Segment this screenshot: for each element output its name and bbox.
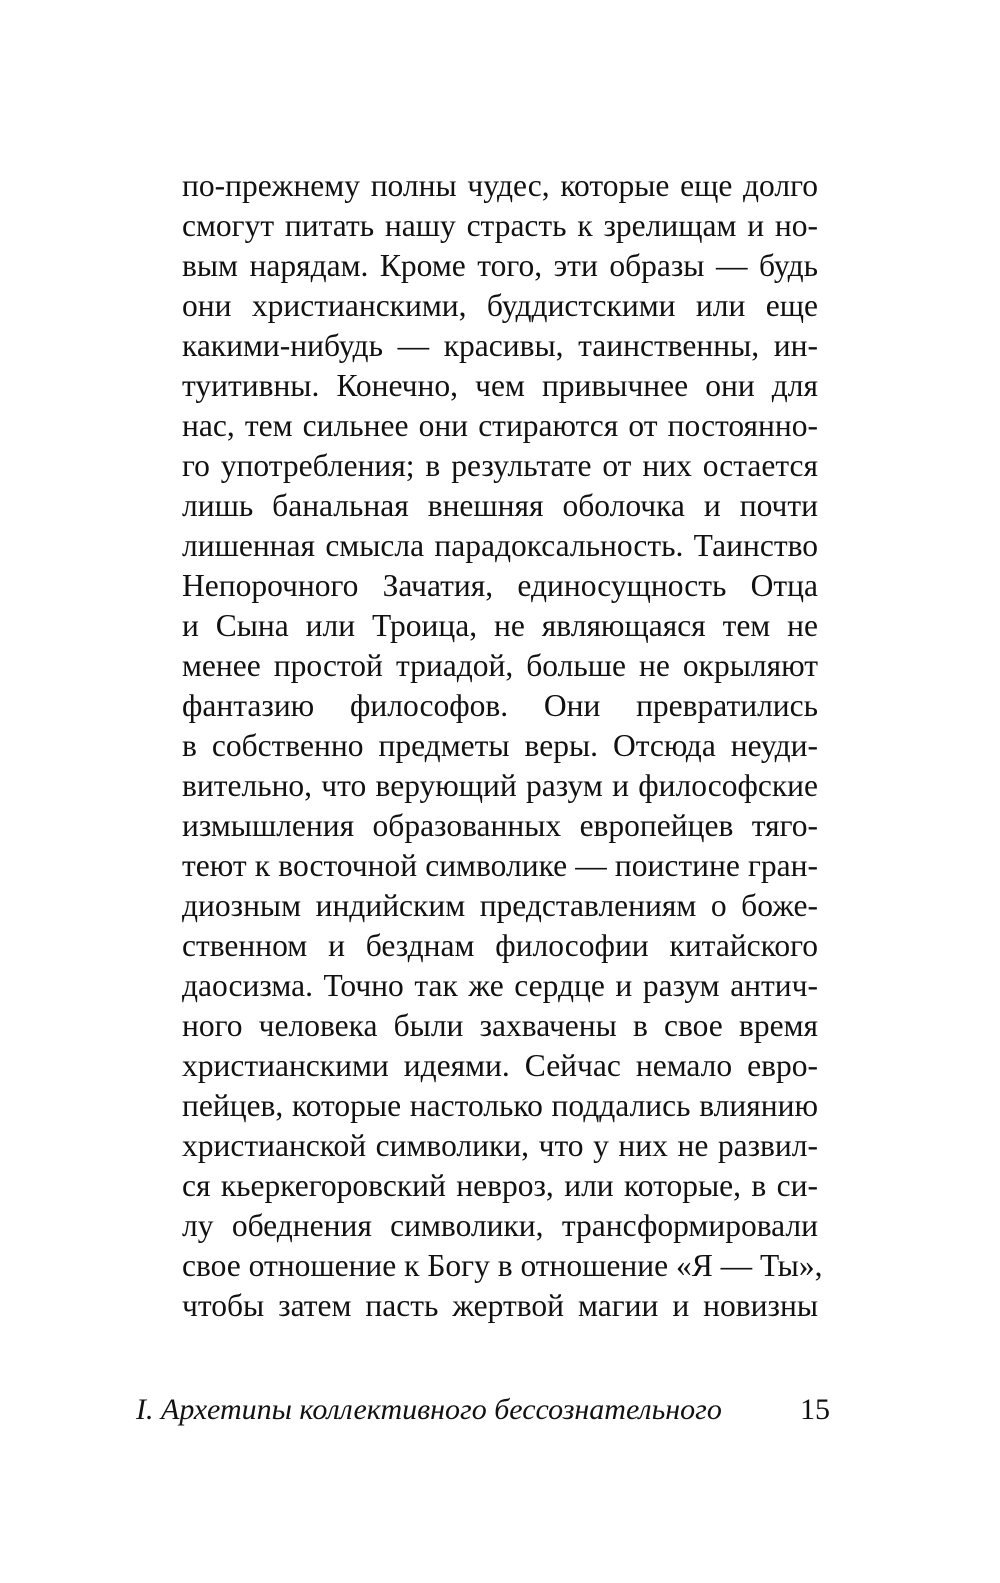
text-line-28: свое отношение к Богу в отношение «Я — Ты»,	[182, 1248, 823, 1283]
text-line-1: по-прежнему полны чудес, которые еще долго	[182, 168, 818, 203]
text-line-24: пейцев, которые настолько поддались влиянию	[182, 1088, 818, 1123]
text-line-5: какими-нибудь — красивы, таинственны, ин-	[182, 328, 818, 363]
text-line-18: теют к восточной символике — поистине гран-	[182, 848, 818, 883]
text-line-3: вым нарядам. Кроме того, эти образы — будь	[182, 248, 818, 283]
text-line-17: измышления образованных европейцев тяго-	[182, 808, 818, 843]
text-line-4: они христианскими, буддистскими или еще	[182, 288, 818, 323]
text-line-21: даосизма. Точно так же сердце и разум антич-	[182, 968, 818, 1003]
running-head: I. Архетипы коллективного бессознательного	[136, 1393, 722, 1426]
text-line-6: туитивны. Конечно, чем привычнее они для	[182, 368, 818, 403]
text-line-11: Непорочного Зачатия, единосущность Отца	[182, 568, 818, 603]
text-line-26: ся кьеркегоровский невроз, или которые, в си-	[182, 1168, 818, 1203]
text-line-22: ного человека были захвачены в свое время	[182, 1008, 818, 1043]
text-line-10: лишенная смысла парадоксальность. Таинство	[182, 528, 818, 563]
page-number: 15	[800, 1393, 830, 1426]
body-text	[182, 166, 823, 1326]
text-line-8: го употребления; в результате от них остается	[182, 448, 818, 483]
text-line-25: христианской символики, что у них не развил-	[182, 1128, 818, 1163]
text-line-7: нас, тем сильнее они стираются от постоянно-	[182, 408, 818, 443]
text-line-14: фантазию философов. Они превратились	[182, 688, 818, 723]
text-line-2: смогут питать нашу страсть к зрелищам и но-	[182, 208, 818, 243]
page-footer	[136, 1388, 830, 1432]
text-line-29: чтобы затем пасть жертвой магии и новизны	[182, 1288, 818, 1323]
text-line-20: ственном и безднам философии китайского	[182, 928, 818, 963]
text-line-16: вительно, что верующий разум и философские	[182, 768, 818, 803]
text-line-12: и Сына или Троица, не являющаяся тем не	[182, 608, 818, 643]
text-line-13: менее простой триадой, больше не окрыляют	[182, 648, 818, 683]
text-line-9: лишь банальная внешняя оболочка и почти	[182, 488, 818, 523]
text-line-15: в собственно предметы веры. Отсюда неуди-	[182, 728, 818, 763]
text-line-23: христианскими идеями. Сейчас немало евро-	[182, 1048, 818, 1083]
text-line-27: лу обеднения символики, трансформировали	[182, 1208, 818, 1243]
text-line-19: диозным индийским представлениям о боже-	[182, 888, 818, 923]
